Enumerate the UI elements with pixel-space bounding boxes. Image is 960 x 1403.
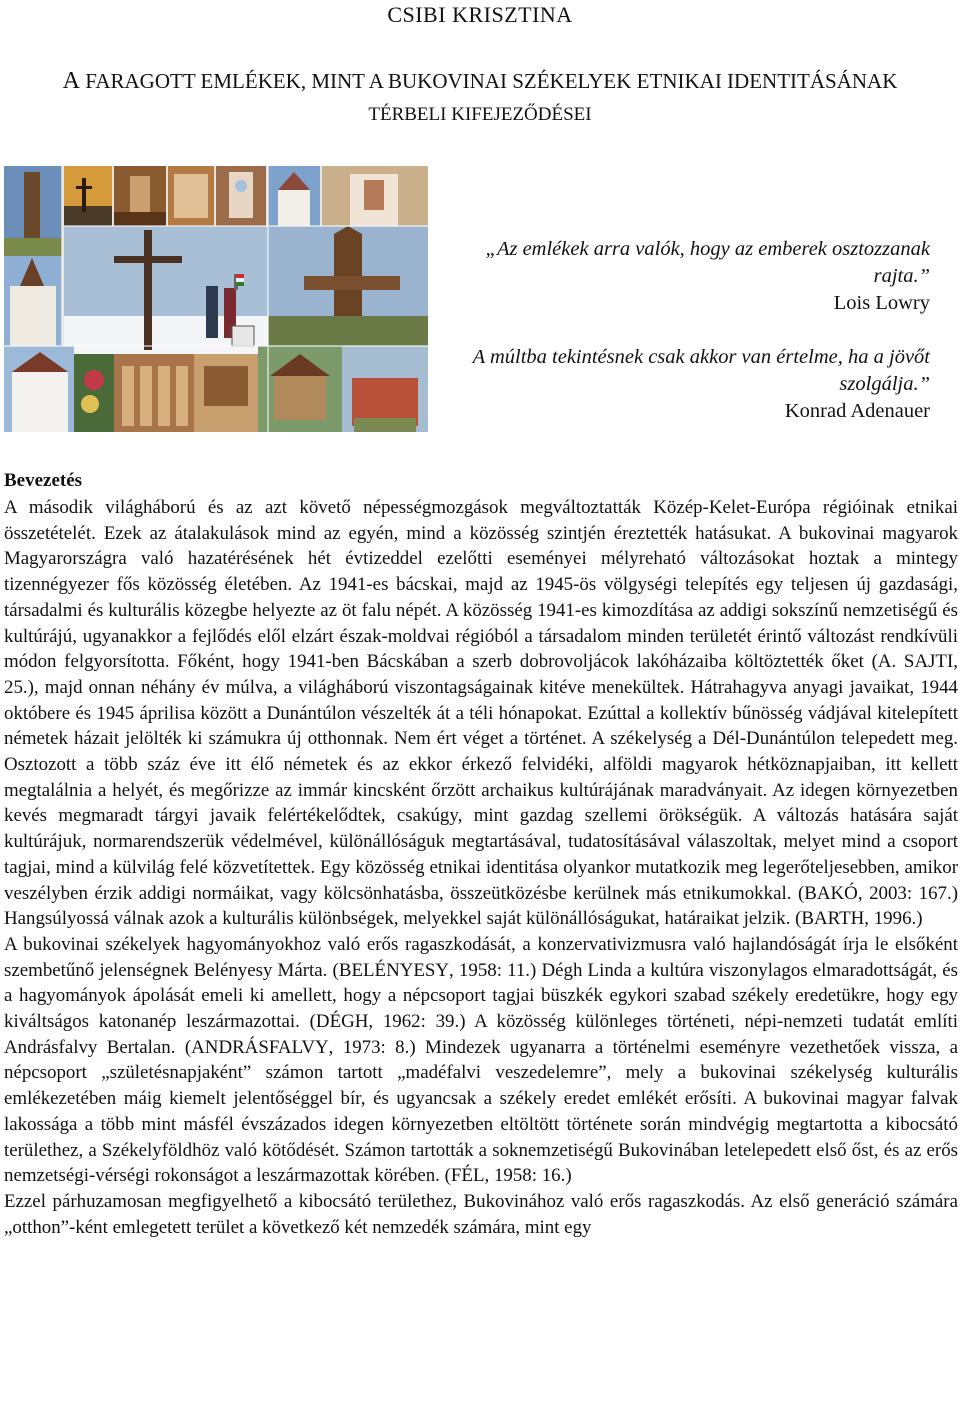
collage-photo-carved-arches: [114, 354, 194, 432]
collage-photo-church-interior: [114, 166, 166, 226]
collage-photo-cross-in-snow: [64, 226, 268, 354]
article-body: [4, 495, 958, 1240]
collage-photo-altar: [216, 166, 266, 226]
collage-photo-altar-interior: [322, 166, 428, 226]
photo-collage: [4, 166, 428, 432]
paragraph-3: Ezzel párhuzamosan megfigyelhető a kibocsátó területhez, Bukovinához való erős ragaszkodás. Az első generáció számára „otthon”-ként emlegetett terület a következő két nemzedék számára, mint egy: [4, 1190, 958, 1238]
quote-line: A múltba tekintésnek csak akkor van értelme, ha a jövőt: [472, 346, 930, 368]
collage-photo-carved-pole: [4, 166, 62, 256]
collage-photo-wreaths: [74, 354, 114, 432]
quote-line: „Az emlékek arra valók, hogy az emberek osztozzanak: [485, 238, 930, 260]
epigraph-quote-2: [410, 344, 930, 425]
author-name: CSIBI KRISZTINA: [387, 2, 573, 27]
collage-photo-white-church: [4, 346, 74, 432]
collage-photo-sunset-crosses: [64, 166, 112, 226]
paragraph-1: A második világháború és az azt követő népességmozgások megváltoztatták Közép-Kelet-Európa régióinak etnikai összetételét. Ezek az átalakulások mind az egyén, mind a közösség szintjén éreztették hatásukat. A bukovinai magyarok Magyarországra való hazatérésének hét évtizeddel ezelőtti eseményei mélyreható változásokat hoztak a mintegy tizennégyezer fős közösség életében. Az 1941-es bácskai, majd az 1945-ös völgységi telepítés egy teljesen új gazdasági, társadalmi és kulturális közegbe helyezte az öt falu népét. A közösség 1941-es kimozdítása az addigi sokszínű nemzetiségű és kultúrájú, ugyanakkor a fejlődés elől elzárt észak-moldvai régióból a társadalom minden területét érintő változást rendkívüli módon felgyorsította. Főként, hogy 1941-ben Bácskában a szerb dobrovoljácok lakóházaiba költöztették őket (A. SAJTI, 25.), majd onnan néhány év múlva, a világháború viszontagságainak kitéve menekültek. Hátrahagyva anyagi javaikat, 1944 októbere és 1945 áprilisa között a Dunántúlon vészelték át a téli hónapokat. Ezúttal a kollektív bűnösség vádjával kitelepített németek házait jelölték ki számukra új otthonnak. Nem ért véget a történet. A székelység a Dél-Dunántúlon telepedett meg. Osztozott a több száz éve itt élő németek és az ekkor érkező felvidéki, alföldi magyarok hétköznapjaiban, itt kellett megtalálnia a helyét, és megőrizze az immár kincsként őrzött archaikus kultúrájának maradványait. Az idegen környezetben kevés megmaradt tárgyi javaik felértékelődtek, csakúgy, mint gazdag szellemi örökségük. A változás hatására saját kultúrájuk, normarendszerük védelmével, különállóságuk megtartásával, tudatosításával válaszoltak, melyet mind a csoport tagjai, mind a külvilág felé közvetítettek. Egy közösség etnikai identitása olyankor mutatkozik meg legerőteljesebben, amikor veszélyben érzik addigi normáikat, vagy kölcsönhatásba, összeütközésbe kerülnek más etnikumokkal. (BAKÓ, 2003: 167.) Hangsúlyossá válnak azok a kulturális különbségek, melyekkel saját különállóságukat, határaikat jelzik. (BARTH, 1996.): [4, 497, 958, 930]
collage-photo-church-tower: [4, 256, 62, 346]
section-heading: Bevezetés: [4, 470, 83, 491]
quote-author: Konrad Adenauer: [784, 400, 930, 422]
paragraph-2: A bukovinai székelyek hagyományokhoz való erős ragaszkodását, a konzervativizmusra való hajlandóságát írja le elsőként szembetűnő jelenségnek Belényesy Márta. (BELÉNYESY, 1958: 11.) Dégh Linda a kultúra viszonylagos elmaradottságát, és a hagyományok ápolását emeli ki amellett, hogy a népcsoport tagjai büszkék egykori szabad székely eredetükre, hogy egy kiváltságos katonanép leszármazottai. (DÉGH, 1962: 39.) A közösség különleges történeti, népi-nemzeti tudatát említi Andrásfalvy Bertalan. (ANDRÁSFALVY, 1973: 8.) Mindezek ugyanarra a történelmi eseményre vezethetőek vissza, a népcsoport „születésnapjaként” számon tartott „madéfalvi veszedelemre”, mely a bukovinai székelység kulturális emlékezetében máig kiemelt jelentőséggel bír, és ugyancsak a székely eredet emlékét erősíti. A bukovinai magyar falvak lakossága a több mint másfél évszázados idegen környezetben eltöltött története során mindvégig megtartotta a kibocsátó területhez, a Székelyföldhöz való kötődését. Számon tartották a soknemzetiségű Bukovinában letelepedett első őst, és az erős nemzetségi-vérségi rokonságot a leszármazottak körében. (FÉL, 1958: 16.): [4, 933, 958, 1187]
collage-photo-bell-tower: [258, 346, 342, 432]
article-title-line1: A FARAGOTT EMLÉKEK, MINT A BUKOVINAI SZÉKELYEK ETNIKAI IDENTITÁSÁNAK: [62, 68, 898, 94]
collage-photo-wooden-hall: [168, 166, 214, 226]
quote-line: rajta.”: [873, 265, 930, 287]
collage-photo-wooden-gate: [268, 226, 428, 346]
collage-photo-carved-box: [194, 354, 258, 432]
epigraph-quote-1: [410, 236, 930, 317]
quote-line: szolgálja.”: [839, 373, 930, 395]
article-title-line2: TÉRBELI KIFEJEZŐDÉSEI: [368, 104, 592, 125]
collage-photo-church-exterior: [268, 166, 320, 226]
quote-author: Lois Lowry: [833, 292, 930, 314]
